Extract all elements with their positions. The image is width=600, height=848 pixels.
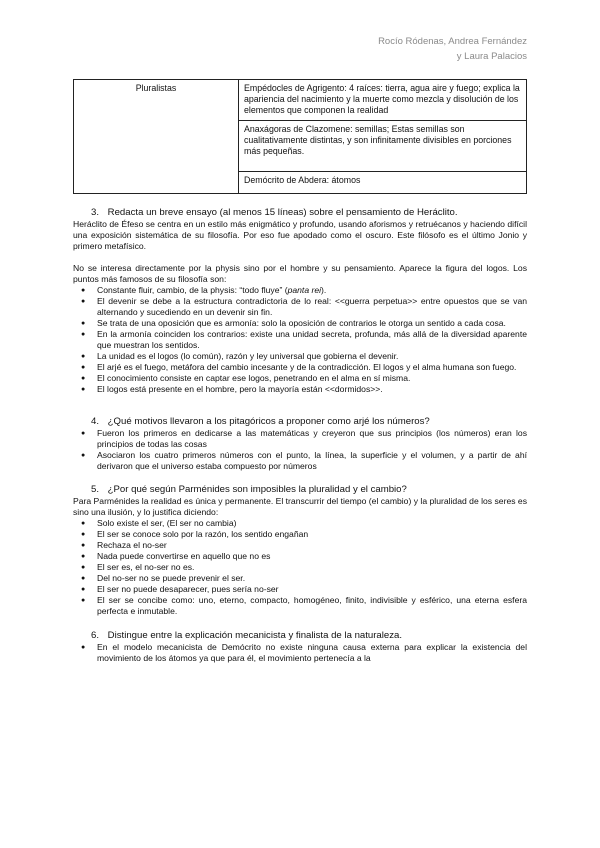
list-item: [73, 642, 527, 664]
list-item: [73, 329, 527, 351]
list-item-text: El ser no puede desaparecer, pues sería no-ser: [97, 584, 279, 594]
bullet-icon: ●: [81, 320, 86, 327]
list-item: [73, 450, 527, 472]
question-number: 4.: [91, 416, 100, 427]
bullet-icon: ●: [81, 287, 86, 294]
paragraph: Heráclito de Éfeso se centra en un estilo más enigmático y profundo, usando aforismos y retruécanos y haciendo difícil una exposición sistemática de su filosofía. Por eso fue apodado como el oscuro. Este filósofo es el último Jonio y primero metafísico.: [73, 219, 527, 251]
list-item-text: Constante fluir, cambio, de la physis: “todo fluye” (: [97, 285, 288, 295]
bullet-icon: ●: [81, 331, 86, 338]
bullet-icon: ●: [81, 364, 86, 371]
bullet-icon: ●: [81, 430, 86, 437]
list-item-text: El arjé es el fuego, metáfora del cambio incesante y de la contradicción. El logos y el alma humana son fuego.: [97, 362, 517, 372]
question-title: ¿Por qué según Parménides son imposibles la pluralidad y el cambio?: [107, 484, 407, 495]
list-item: [73, 518, 527, 529]
list-item: [73, 551, 527, 562]
table-row: [74, 80, 527, 121]
question-number: 5.: [91, 484, 100, 495]
bullet-icon: ●: [81, 542, 86, 549]
table-cell-anaxagoras: Anaxágoras de Clazomene: semillas; Estas semillas son cualitativamente distintas, y son infinitamente divisibles en porciones más pequeñas.: [239, 121, 527, 172]
question-5-heading: [91, 483, 527, 496]
author-line-2: y Laura Palacios: [456, 51, 527, 62]
bullet-icon: ●: [81, 386, 86, 393]
list-item: [73, 362, 527, 373]
list-item-text: La unidad es el logos (lo común), razón y ley universal que gobierna el devenir.: [97, 351, 399, 361]
bullet-icon: ●: [81, 531, 86, 538]
bullet-icon: ●: [81, 564, 86, 571]
list-item-text: Nada puede convertirse en aquello que no es: [97, 551, 271, 561]
list-item-text: Fueron los primeros en dedicarse a las matemáticas y creyeron que sus principios (los números) eran los principios de todas las cosas: [97, 428, 527, 449]
list-item-text: El ser se conoce solo por la razón, los sentido engañan: [97, 529, 309, 539]
question-number: 3.: [91, 207, 100, 218]
list-item-text: En el modelo mecanicista de Demócrito no existe ninguna causa externa para explicar la existencia del movimiento de los átomos ya que para él, el movimiento pertenecía a la: [97, 642, 527, 663]
bullet-icon: ●: [81, 553, 86, 560]
list-item: [73, 351, 527, 362]
bullet-icon: ●: [81, 353, 86, 360]
table-label-cell: Pluralistas: [74, 80, 239, 194]
list-item: [73, 595, 527, 617]
bullet-list: [73, 285, 527, 395]
list-item: [73, 428, 527, 450]
question-6-heading: [91, 629, 527, 642]
paragraph: No se interesa directamente por la physis sino por el hombre y su pensamiento. Aparece la figura del logos. Los puntos más famosos de su filosofía son:: [73, 263, 527, 284]
document-body: [73, 206, 527, 664]
question-number: 6.: [91, 630, 100, 641]
bullet-icon: ●: [81, 586, 86, 593]
bullet-list: [73, 428, 527, 472]
bullet-list: [73, 642, 527, 664]
bullet-icon: ●: [81, 575, 86, 582]
table-cell-empedocles: Empédocles de Agrigento: 4 raíces: tierra, agua aire y fuego; explica la apariencia del nacimiento y la muerte como mezcla y disolución de los elementos que componen la realidad: [239, 80, 527, 121]
bullet-icon: ●: [81, 298, 86, 305]
list-item-text: Asociaron los cuatro primeros números con el punto, la línea, la superficie y el volumen, y a partir de ahí derivaron que el universo estaba compuesto por números: [97, 450, 527, 471]
list-item-text: Solo existe el ser, (El ser no cambia): [97, 518, 237, 528]
bullet-icon: ●: [81, 452, 86, 459]
list-item-text: El logos está presente en el hombre, pero la mayoría están <<dormidos>>.: [97, 384, 383, 394]
list-item-text: El devenir se debe a la estructura contradictoria de lo real: <<guerra perpetua>> entre opuestos que se van alternando y sucediendo en un devenir sin fin.: [97, 296, 527, 317]
list-item: [73, 562, 527, 573]
list-item: [73, 318, 527, 329]
list-item: [73, 573, 527, 584]
table-cell-democrito: Demócrito de Abdera: átomos: [239, 172, 527, 194]
list-item-text: El ser es, el no-ser no es.: [97, 562, 195, 572]
list-item-text: En la armonía coinciden los contrarios: existe una unidad secreta, profunda, más allá de la diversidad aparente que muestran los sentidos.: [97, 329, 527, 350]
author-line-1: Rocío Ródenas, Andrea Fernández: [378, 36, 527, 47]
list-item-text: Se trata de una oposición que es armonía: solo la oposición de contrarios le otorga un sentido a cada cosa.: [97, 318, 506, 328]
list-item-text: Rechaza el no-ser: [97, 540, 167, 550]
bullet-icon: ●: [81, 520, 86, 527]
list-item: [73, 529, 527, 540]
author-header: [378, 34, 527, 64]
list-item: [73, 384, 527, 395]
bullet-list: [73, 518, 527, 617]
bullet-icon: ●: [81, 375, 86, 382]
list-item: [73, 584, 527, 595]
question-title: ¿Qué motivos llevaron a los pitagóricos a proponer como arjé los números?: [107, 416, 430, 427]
list-item-emphasis: panta rei: [287, 285, 322, 295]
list-item-text: El conocimiento consiste en captar ese logos, penetrando en el alma en sí misma.: [97, 373, 411, 383]
question-title: Distingue entre la explicación mecanicista y finalista de la naturaleza.: [107, 630, 403, 641]
list-item: [73, 540, 527, 551]
question-title: Redacta un breve ensayo (al menos 15 líneas) sobre el pensamiento de Heráclito.: [107, 207, 458, 218]
paragraph: Para Parménides la realidad es única y permanente. El transcurrir del tiempo (el cambio) y la pluralidad de los seres es sino una ilusión, y lo justifica diciendo:: [73, 496, 527, 517]
list-item: [73, 285, 527, 296]
question-3-heading: [91, 206, 527, 219]
list-item-text: El ser se concibe como: uno, eterno, compacto, homogéneo, finito, indivisible y esférico, una eterna esfera perfecta e inmutable.: [97, 595, 527, 616]
question-4-heading: [91, 415, 527, 428]
list-item-text: Del no-ser no se puede prevenir el ser.: [97, 573, 246, 583]
list-item: [73, 373, 527, 384]
bullet-icon: ●: [81, 597, 86, 604]
bullet-icon: ●: [81, 644, 86, 651]
list-item-text: ).: [321, 285, 327, 295]
pluralistas-table: [73, 79, 527, 194]
list-item: [73, 296, 527, 318]
